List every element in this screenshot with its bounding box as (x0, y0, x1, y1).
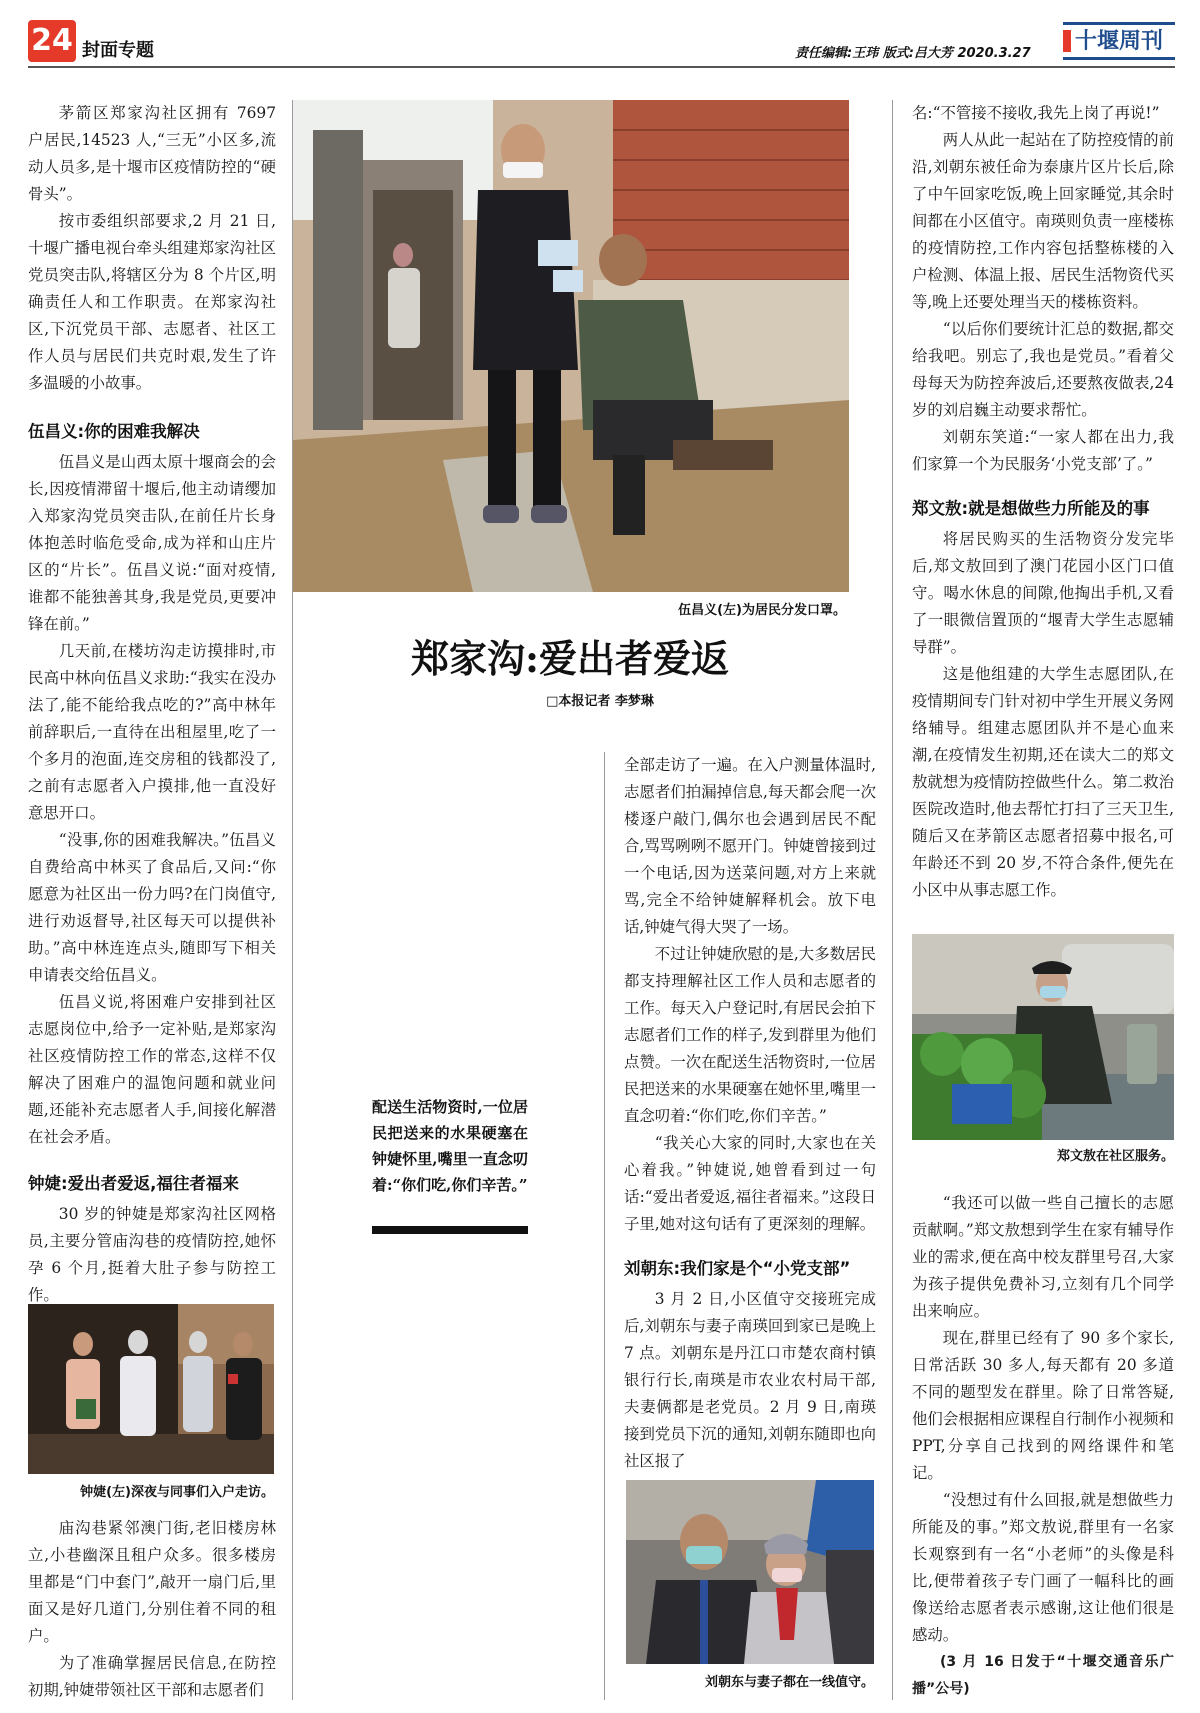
paragraph: “我还可以做一些自己擅长的志愿贡献啊。”郑文敖想到学生在家有辅导作业的需求,便在高中校友群里号召,大家为孩子提供免费补习,立刻有几个同学出来响应。 (912, 1194, 1174, 1320)
paragraph: 两人从此一起站在了防控疫情的前沿,刘朝东被任命为泰康片区片长后,除了中午回家吃饭,晚上回家睡觉,其余时间都在小区值守。南瑛则负责一座楼栋的疫情防控,工作内容包括整栋楼的入户检测、体温上报、居民生活物资代买等,晚上还要处理当天的楼栋资料。 (912, 131, 1174, 311)
subhead-wu: 伍昌义:你的困难我解决 (28, 422, 200, 441)
subhead-zheng: 郑文敖:就是想做些力所能及的事 (912, 499, 1150, 518)
page-number: 24 (31, 23, 73, 58)
column-3 (624, 752, 876, 1475)
photo-liu-couple (626, 1480, 874, 1664)
paragraph: 刘朝东笑道:“一家人都在出力,我们家算一个为民服务‘小党支部’了。” (912, 428, 1174, 473)
column-4-bottom (912, 1190, 1174, 1703)
subhead-zhong: 钟婕:爱出者爱返,福往者福来 (28, 1174, 239, 1193)
paragraph: 茅箭区郑家沟社区拥有 7697 户居民,14523 人,“三无”小区多,流动人员多,是十堰市区疫情防控的“硬骨头”。 (28, 104, 276, 203)
paragraph: 将居民购买的生活物资分发完毕后,郑文敖回到了澳门花园小区门口值守。喝水休息的间隙,他掏出手机,又看了一眼微信置顶的“堰青大学生志愿辅导群”。 (912, 530, 1174, 656)
caption-zhongjie: 钟婕(左)深夜与同事们入户走访。 (80, 1485, 274, 1500)
column-1 (28, 100, 276, 1309)
photo-zheng-service (912, 934, 1174, 1140)
column-4 (912, 100, 1174, 904)
paragraph: 按市委组织部要求,2 月 21 日,十堰广播电视台牵头组建郑家沟社区党员突击队,将辖区分为 8 个片区,明确责任人和工作职责。在郑家沟社区,下沉党员干部、志愿者、社区工作人员与居民们共克时艰,发生了许多温暖的小故事。 (28, 212, 276, 392)
brand-logo (1063, 22, 1175, 60)
subhead-liu: 刘朝东:我们家是个“小党支部” (624, 1259, 851, 1278)
paragraph: 30 岁的钟婕是郑家沟社区网格员,主要分管庙沟巷的疫情防控,她怀孕 6 个月,挺着大肚子参与防控工作。 (28, 1205, 276, 1304)
header-rule (28, 66, 1175, 68)
article-title: 郑家沟:爱出者爱返 (410, 636, 730, 681)
paragraph: “以后你们要统计汇总的数据,都交给我吧。别忘了,我也是党员。”看着父母每天为防控奔波后,还要熬夜做表,24 岁的刘启巍主动要求帮忙。 (912, 320, 1174, 419)
page-number-badge (28, 20, 76, 62)
photo-main-mask-distribution (293, 100, 849, 592)
paragraph: 现在,群里已经有了 90 多个家长,日常活跃 30 多人,每天都有 20 多道不同的题型发在群里。除了日常答疑,他们会根据相应课程自行制作小视频和 PPT,分享自己找到的网络课件和笔记。 (912, 1329, 1174, 1482)
paragraph: 名:“不管接不接收,我先上岗了再说!” (912, 104, 1160, 122)
article-byline: □本报记者 李梦琳 (546, 694, 654, 709)
column-1-bottom (28, 1515, 276, 1704)
column-divider (892, 100, 893, 1700)
photo-zhongjie-night-visit (28, 1304, 274, 1474)
brand-name: 十堰周刊 (1075, 28, 1164, 54)
editor-info: 责任编辑:王玮 版式:吕大芳 2020.3.27 (795, 46, 1031, 61)
paragraph: 这是他组建的大学生志愿团队,在疫情期间专门针对初中学生开展义务网络辅导。组建志愿团队并不是心血来潮,在疫情发生初期,还在读大二的郑文敖就想为疫情防控做些什么。第二救治医院改造时,他去帮忙打扫了三天卫生,随后又在茅箭区志愿者招募中报名,可年龄还不到 20 岁,不符合条件,便先在小区中从事志愿工作。 (912, 665, 1174, 899)
paragraph: 几天前,在楼坊沟走访摸排时,市民高中林向伍昌义求助:“我实在没办法了,能不能给我点吃的?”高中林年前辞职后,一直待在出租屋里,吃了一个多月的泡面,连交房租的钱都没了,之前有志愿者入户摸排,他一直没好意思开口。 (28, 642, 276, 822)
paragraph: 伍昌义是山西太原十堰商会的会长,因疫情滞留十堰后,他主动请缨加入郑家沟党员突击队,在前任片长身体抱恙时临危受命,成为祥和山庄片区的“片长”。伍昌义说:“面对疫情,谁都不能独善其身,我是党员,更要冲锋在前。” (28, 453, 276, 633)
pull-quote-bar (372, 1226, 528, 1234)
pull-quote: 配送生活物资时,一位居民把送来的水果硬塞在钟婕怀里,嘴里一直念叨着:“你们吃,你们辛苦。” (372, 1098, 528, 1194)
caption-zheng: 郑文敖在社区服务。 (1056, 1149, 1174, 1164)
paragraph: “没想过有什么回报,就是想做些力所能及的事。”郑文敖说,群里有一名家长观察到有一名“小老师”的头像是科比,便带着孩子专门画了一幅科比的画像送给志愿者表示感谢,这让他们很是感动。 (912, 1491, 1174, 1644)
caption-main: 伍昌义(左)为居民分发口罩。 (678, 603, 846, 618)
paragraph: “没事,你的困难我解决。”伍昌义自费给高中林买了食品后,又问:“你愿意为社区出一份力吗?在门岗值守,进行劝返督导,社区每天可以提供补助。”高中林连连点头,随即写下相关申请表交给伍昌义。 (28, 831, 276, 984)
source-note: (3 月 16 日发于“十堰交通音乐广播”公号) (912, 1654, 1174, 1697)
paragraph: 伍昌义说,将困难户安排到社区志愿岗位中,给予一定补贴,是郑家沟社区疫情防控工作的常态,这样不仅解决了困难户的温饱问题和就业问题,还能补充志愿者人手,间接化解潜在社会矛盾。 (28, 993, 276, 1146)
paragraph: “我关心大家的同时,大家也在关心着我。”钟婕说,她曾看到过一句话:“爱出者爱返,福往者福来。”这段日子里,她对这句话有了更深刻的理解。 (624, 1134, 876, 1233)
caption-liu: 刘朝东与妻子都在一线值守。 (704, 1675, 874, 1690)
paragraph: 为了准确掌握居民信息,在防控初期,钟婕带领社区干部和志愿者们 (28, 1654, 276, 1699)
paragraph: 3 月 2 日,小区值守交接班完成后,刘朝东与妻子南瑛回到家已是晚上 7 点。刘朝东是丹江口市楚农商村镇银行行长,南瑛是市农业农村局干部,夫妻俩都是老党员。2 月 9 日,南瑛接到党员下沉的通知,刘朝东随即也向社区报了 (624, 1290, 876, 1470)
paragraph: 不过让钟婕欣慰的是,大多数居民都支持理解社区工作人员和志愿者的工作。每天入户登记时,有居民会拍下志愿者们工作的样子,发到群里为他们点赞。一次在配送生活物资时,一位居民把送来的水果硬塞在她怀里,嘴里一直念叨着:“你们吃,你们辛苦。” (624, 945, 876, 1125)
section-title: 封面专题 (82, 40, 154, 61)
paragraph: 全部走访了一遍。在入户测量体温时,志愿者们拍漏掉信息,每天都会爬一次楼逐户敲门,偶尔也会遇到居民不配合,骂骂咧咧不愿开门。钟婕曾接到过一个电话,因为送菜问题,对方上来就骂,完全不给钟婕解释机会。放下电话,钟婕气得大哭了一场。 (624, 756, 876, 936)
column-divider (604, 752, 605, 1700)
paragraph: 庙沟巷紧邻澳门街,老旧楼房林立,小巷幽深且租户众多。很多楼房里都是“门中套门”,敲开一扇门后,里面又是好几道门,分别住着不同的租户。 (28, 1519, 276, 1645)
